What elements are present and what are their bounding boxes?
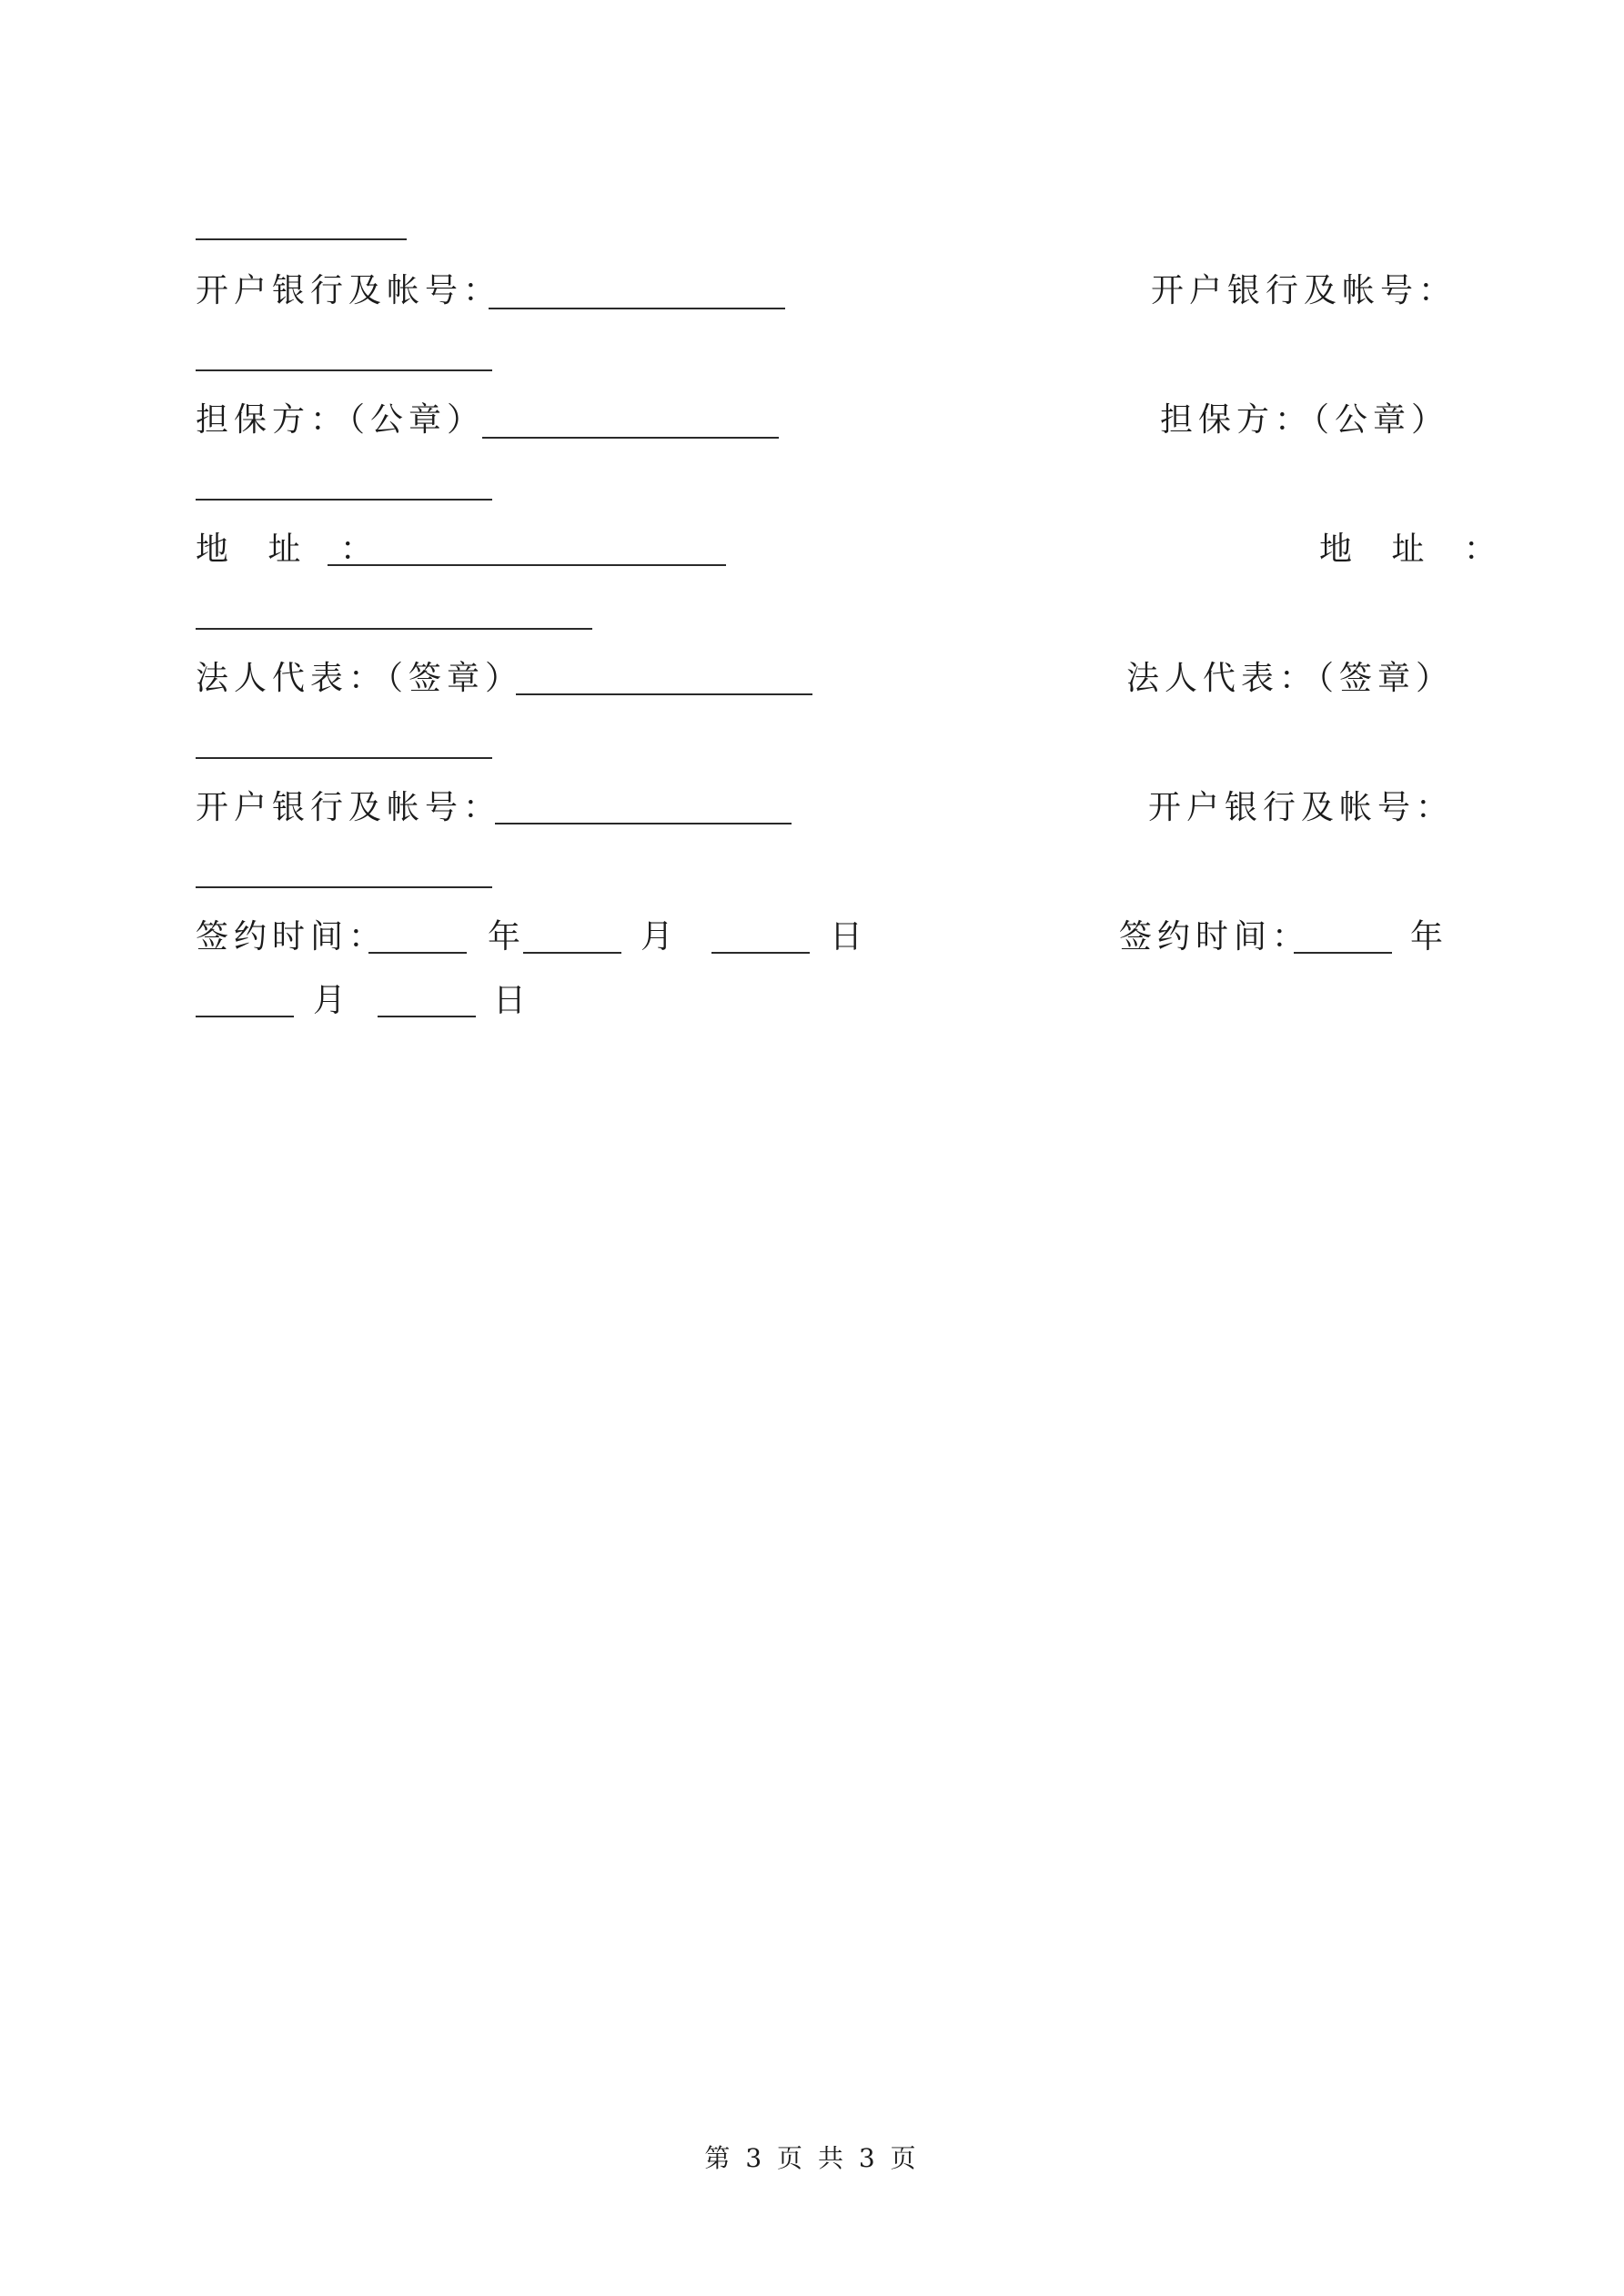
guarantor-label-left: 担保方：（公章） bbox=[196, 401, 486, 439]
legal-rep-label-right: 法人代表：（签章） bbox=[1126, 660, 1455, 697]
sign-day-blank-left bbox=[711, 952, 810, 954]
address-label-left: 地 址 ： bbox=[196, 531, 388, 568]
bank-account2-label-left: 开户银行及帐号： bbox=[196, 789, 502, 826]
address-label-right: 地 址 ： bbox=[1319, 531, 1511, 568]
year-label-left: 年 bbox=[488, 918, 521, 956]
day-label-right: 日 bbox=[493, 982, 527, 1019]
bank-account2-blank-left bbox=[495, 823, 792, 824]
sign-month-blank-left bbox=[523, 952, 621, 954]
bank-account2-label-right: 开户银行及帐号： bbox=[1148, 789, 1455, 826]
sign-date-label-left: 签约时间： bbox=[196, 918, 388, 956]
month-label-left: 月 bbox=[641, 918, 674, 956]
bank-account-blank-left bbox=[489, 308, 785, 309]
page-number-footer: 第 3 页 共 3 页 bbox=[704, 2143, 920, 2173]
bank-account-label-left: 开户银行及帐号： bbox=[196, 272, 502, 309]
legal-rep-blank-left bbox=[516, 693, 812, 695]
sign-date-label-right: 签约时间： bbox=[1119, 918, 1311, 956]
guarantor-blank-left bbox=[482, 437, 779, 439]
guarantor-label-right: 担保方：（公章） bbox=[1160, 401, 1450, 439]
address-blank-right bbox=[196, 628, 592, 630]
address-blank-left bbox=[328, 564, 726, 566]
year-label-right: 年 bbox=[1410, 918, 1444, 956]
month-label-right: 月 bbox=[313, 982, 347, 1019]
day-label-left: 日 bbox=[830, 918, 863, 956]
sign-day-blank-right bbox=[378, 1016, 476, 1017]
sign-year-blank-left bbox=[368, 952, 467, 954]
bank-account-label-right: 开户银行及帐号： bbox=[1151, 272, 1458, 309]
sign-year-blank-right bbox=[1294, 952, 1392, 954]
legal-rep-blank-right bbox=[196, 757, 492, 759]
bank-account2-blank-right bbox=[196, 886, 492, 888]
legal-rep-label-left: 法人代表：（签章） bbox=[196, 660, 524, 697]
bank-account-blank-right bbox=[196, 369, 492, 371]
blank-line bbox=[196, 238, 407, 240]
sign-month-blank-right bbox=[196, 1016, 294, 1017]
guarantor-blank-right bbox=[196, 499, 492, 501]
